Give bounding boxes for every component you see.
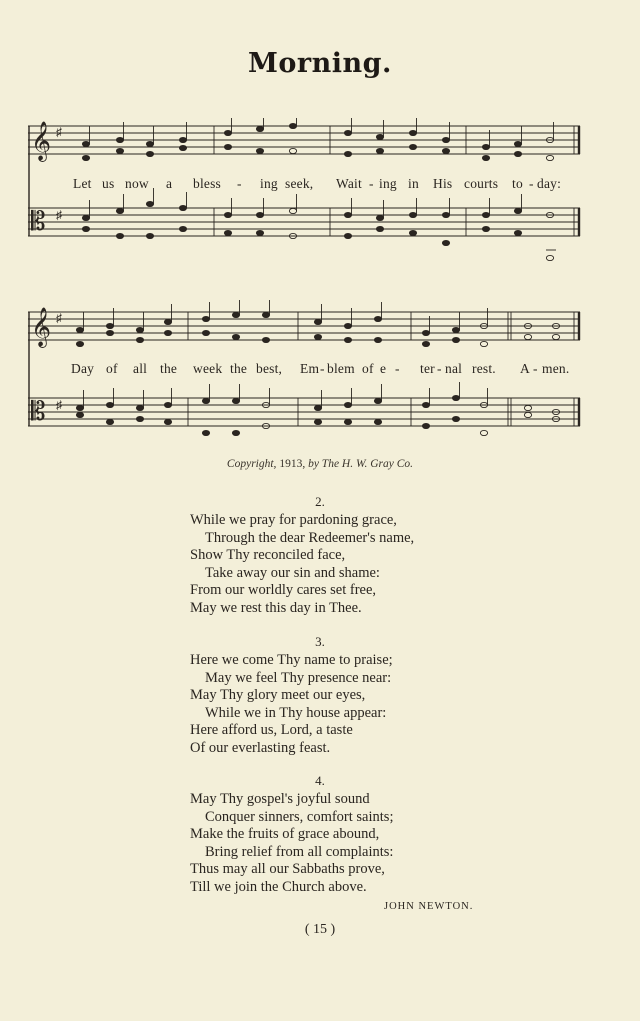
stanza-line: Till we join the Church above. [190,878,367,895]
lyric-syllable: us [102,176,115,191]
lyric-syllable: e [380,361,387,376]
stanza-2 [190,512,520,618]
stanza-line: While we pray for pardoning grace, [190,512,397,528]
lyric-syllable: day: [537,176,562,191]
lyric-syllable: Day [71,361,95,376]
lyric-syllable: all [133,361,148,376]
lyric-hyphen: - [237,176,242,191]
lyric-hyphen: - [395,361,400,376]
stanza-line: While we in Thy house appear: [205,704,387,721]
copyright-notice [0,458,640,470]
lyric-syllable: now [125,176,149,191]
stanza-4 [190,791,520,897]
stanza-3 [190,652,520,758]
lyric-syllable: week [193,361,223,376]
svg-text:♯: ♯ [56,311,62,325]
lyric-syllable: of [362,361,374,376]
stanza-line: Here afford us, Lord, a taste [190,722,353,739]
stanza-line: Take away our sin and shame: [205,564,380,581]
svg-text:♯: ♯ [56,125,62,139]
lyric-syllable: best, [256,361,283,376]
lyric-syllable: ter [420,361,435,376]
stanza-number: 4. [315,773,325,788]
page-number: ( 15 ) [304,922,336,937]
lyric-syllable: to [512,176,523,191]
lyric-syllable: men. [542,361,570,376]
svg-text:♯: ♯ [56,208,62,222]
hymn-title: Morning. [248,48,392,79]
lyric-hyphen: - [320,361,325,376]
lyric-syllable: Em [300,361,320,376]
lyric-syllable: A [520,361,530,376]
stanza-line: Of our everlasting feast. [190,739,331,756]
staff-system-1-graphic [28,118,584,268]
copyright-holder: by The H. W. Gray Co. [308,458,414,470]
lyric-hyphen: - [533,361,538,376]
stanza-line: Thus may all our Sabbaths prove, [190,861,385,878]
lyric-syllable: rest. [472,361,496,376]
svg-text:𝄞: 𝄞 [31,121,52,161]
copyright-year: 1913, [279,458,306,470]
stanza-line: From our worldly cares set free, [190,582,377,599]
lyric-syllable: bless [193,176,221,191]
lyric-syllable: the [160,361,178,376]
stanza-line: May we rest this day in Thee. [190,599,362,616]
lyric-syllable: ing [379,176,397,191]
lyric-syllable: blem [327,361,355,376]
lyric-syllable: Let [73,176,92,191]
copyright-prefix: Copyright, [226,458,277,470]
stanza-number: 2. [315,494,325,509]
lyric-hyphen: - [369,176,374,191]
lyric-syllable: courts [464,176,499,191]
stanza-line: Bring relief from all complaints: [205,843,394,860]
lyric-syllable: a [166,176,173,191]
svg-text:♯: ♯ [56,398,62,412]
lyric-syllable: ing [260,176,278,191]
stanza-line: Show Thy reconciled face, [190,547,346,564]
lyric-syllable: in [408,176,419,191]
stanza-line: Through the dear Redeemer's name, [205,529,415,546]
stanza-line: Conquer sinners, comfort saints; [205,808,394,825]
stanza-line: Here we come Thy name to praise; [190,652,393,668]
lyric-syllable: of [106,361,118,376]
lyric-syllable: nal [445,361,463,376]
lyric-syllable: Wait [336,176,362,191]
lyric-syllable: the [230,361,248,376]
stanza-line: Make the fruits of grace abound, [190,826,380,843]
svg-text:𝄡: 𝄡 [31,397,46,427]
author-credit: JOHN NEWTON. [384,901,474,912]
stanza-line: May Thy glory meet our eyes, [190,687,366,704]
svg-text:𝄞: 𝄞 [31,307,52,347]
svg-text:𝄡: 𝄡 [31,207,46,237]
stanza-number: 3. [315,634,325,649]
lyric-syllable: His [433,176,453,191]
stanza-line: May Thy gospel's joyful sound [190,791,370,807]
lyric-hyphen: - [529,176,534,191]
stanza-line: May we feel Thy presence near: [205,669,392,686]
lyric-hyphen: - [437,361,442,376]
music-system-1 [28,118,584,268]
lyric-syllable: seek, [285,176,314,191]
